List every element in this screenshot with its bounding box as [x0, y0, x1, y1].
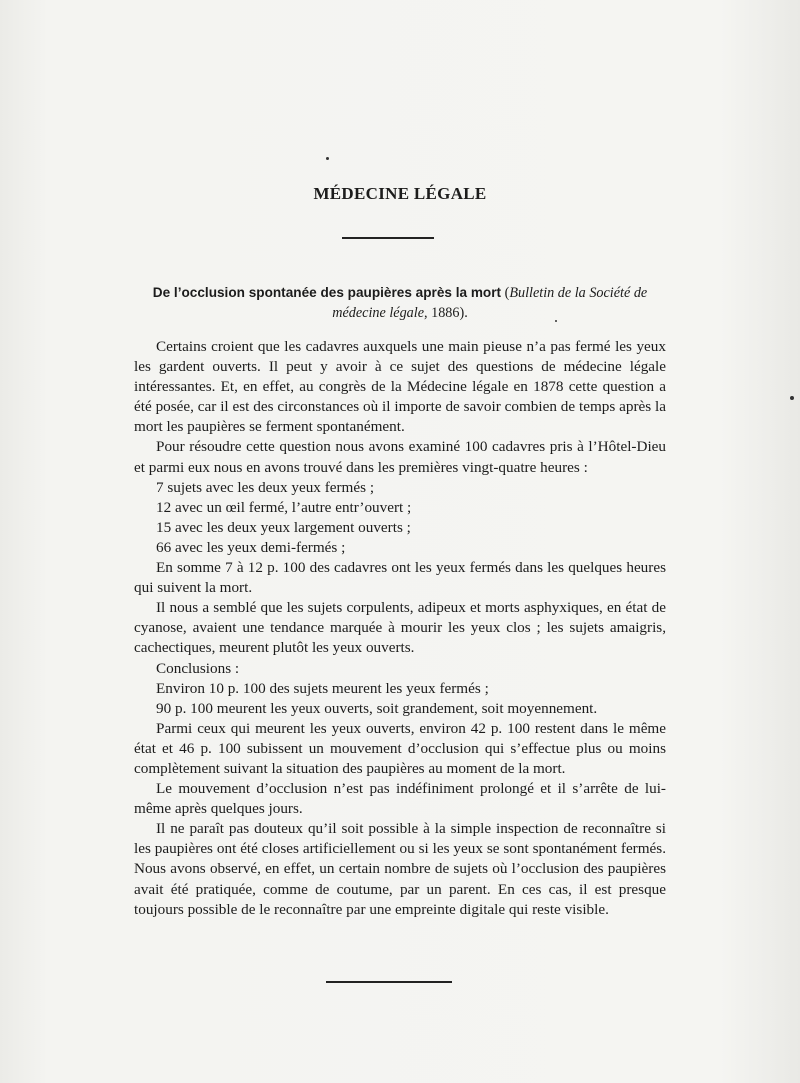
title-rule [342, 237, 434, 239]
print-speck [326, 157, 329, 160]
list-item: 15 avec les deux yeux largement ouverts ; [156, 518, 411, 536]
list-item: 90 p. 100 meurent les yeux ouverts, soit grandement, soit moyennement. [156, 699, 598, 717]
paragraph: Il nous a semblé que les sujets corpulents, adipeux et morts asphyxiques, en état de cyanose, avaient une tendance marquée à mourir les yeux clos ; les sujets amaigris, cachectiques, meurent plutôt les yeux ouverts. [134, 599, 666, 657]
list-item: Conclusions : [156, 659, 240, 677]
article-source: Bulletin de la Société de médecine légale [332, 285, 648, 321]
article-heading [134, 283, 666, 323]
print-speck [790, 396, 794, 400]
article-year: , 1886). [424, 305, 468, 321]
paragraph: Parmi ceux qui meurent les yeux ouverts, environ 42 p. 100 restent dans le même état et 46 p. 100 subissent un mouvement d’occlusion qui s’effectue plus ou moins complètement suivant la situation des paupières au moment de la mort. [134, 719, 666, 777]
article [134, 283, 666, 920]
list-item: 66 avec les yeux demi-fermés ; [156, 538, 346, 556]
section-title: MÉDECINE LÉGALE [313, 184, 487, 203]
paragraph: En somme 7 à 12 p. 100 des cadavres ont les yeux fermés dans les quelques heures qui suivent la mort. [134, 559, 666, 597]
list-item: Environ 10 p. 100 des sujets meurent les yeux fermés ; [156, 679, 489, 697]
article-title: De l’occlusion spontanée des paupières après la mort [152, 285, 502, 300]
paragraph: Certains croient que les cadavres auxquels une main pieuse n’a pas fermé les yeux les gardent ouverts. Il peut y avoir à ce sujet des questions de médecine légale intéressantes. Et, en effet, au congrès de la Médecine légale en 1878 cette question a été posée, car il est des circonstances où il importe de savoir combien de temps après la mort les paupières se ferment spontanément. [134, 338, 666, 436]
paragraph: Le mouvement d’occlusion n’est pas indéfiniment prolongé et il s’arrête de lui-même après quelques jours. [134, 780, 666, 818]
paragraph: Pour résoudre cette question nous avons examiné 100 cadavres pris à l’Hôtel-Dieu et parmi eux nous en avons trouvé dans les premières vingt-quatre heures : [134, 438, 666, 476]
article-body [134, 337, 666, 920]
end-rule [326, 981, 452, 983]
source-open: ( [501, 285, 510, 301]
list-item: 7 sujets avec les deux yeux fermés ; [156, 478, 375, 496]
list-item: 12 avec un œil fermé, l’autre entr’ouvert ; [156, 498, 412, 516]
paragraph: Il ne paraît pas douteux qu’il soit possible à la simple inspection de reconnaître si les paupières ont été closes artificiellement ou si les yeux se sont spontanément fermés. Nous avons observé, en effet, un certain nombre de sujets où l’occlusion des paupières avait été pratiquée, comme de coutume, par un parent. En ces cas, il est presque toujours possible de le reconnaître par une empreinte digitale qui reste visible. [134, 820, 666, 918]
